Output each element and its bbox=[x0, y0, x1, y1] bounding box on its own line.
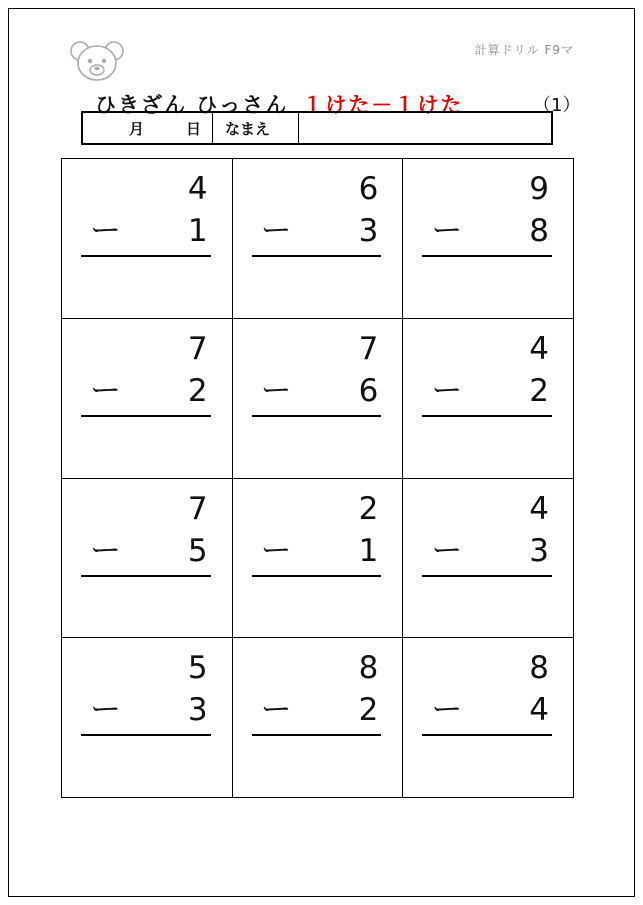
minus-sign: ー bbox=[431, 372, 463, 409]
subtrahend: 1 bbox=[187, 213, 208, 249]
problem-grid bbox=[61, 158, 574, 798]
minuend: 4 bbox=[529, 330, 549, 367]
minuend: 5 bbox=[187, 650, 208, 687]
minus-sign: ー bbox=[90, 372, 121, 409]
answer-line bbox=[81, 734, 211, 736]
subtrahend: 1 bbox=[358, 532, 379, 569]
answer-line bbox=[81, 415, 211, 417]
problem-cell[interactable] bbox=[233, 479, 404, 639]
minus-sign: ー bbox=[90, 692, 121, 729]
answer-line bbox=[422, 415, 552, 417]
answer-line bbox=[252, 415, 382, 417]
answer-line bbox=[422, 734, 552, 736]
subtrahend: 3 bbox=[187, 692, 208, 729]
name-label: なまえ bbox=[213, 113, 299, 143]
answer-line bbox=[422, 575, 552, 577]
problem-cell[interactable] bbox=[62, 159, 233, 319]
minus-sign: ー bbox=[260, 692, 292, 729]
problem-cell[interactable] bbox=[233, 638, 404, 798]
minus-sign: ー bbox=[90, 532, 121, 569]
minuend: 4 bbox=[529, 490, 549, 527]
answer-line bbox=[81, 255, 211, 257]
problem-cell[interactable] bbox=[233, 319, 404, 479]
minuend: 2 bbox=[358, 490, 379, 527]
subtrahend: 3 bbox=[358, 213, 379, 249]
brand-label: 計算ドリル F9マ bbox=[474, 43, 574, 57]
problem-cell[interactable] bbox=[403, 479, 574, 639]
minuend: 8 bbox=[529, 650, 549, 687]
subtrahend: 6 bbox=[358, 372, 379, 409]
minuend: 7 bbox=[187, 490, 208, 527]
minuend: 9 bbox=[529, 171, 549, 207]
answer-line bbox=[422, 255, 552, 257]
minus-sign: ー bbox=[260, 532, 292, 569]
problem-cell[interactable] bbox=[62, 479, 233, 639]
subtrahend: 8 bbox=[529, 213, 549, 249]
subtrahend: 4 bbox=[529, 692, 549, 729]
title-subtitle: １けた－１けた bbox=[302, 93, 464, 117]
minus-sign: ー bbox=[260, 372, 292, 409]
minuend: 4 bbox=[187, 171, 208, 207]
bear-face-icon bbox=[69, 39, 125, 83]
subtrahend: 2 bbox=[529, 372, 549, 409]
month-label: 月 bbox=[129, 119, 145, 138]
answer-line bbox=[252, 575, 382, 577]
name-field[interactable] bbox=[299, 113, 551, 143]
minus-sign: ー bbox=[90, 213, 121, 249]
answer-line bbox=[252, 734, 382, 736]
title-main: ひきざん ひっさん bbox=[95, 93, 289, 117]
answer-line bbox=[81, 575, 211, 577]
problem-cell[interactable] bbox=[233, 159, 404, 319]
minuend: 6 bbox=[358, 171, 379, 207]
date-field[interactable] bbox=[83, 113, 213, 143]
minuend: 7 bbox=[358, 330, 379, 367]
subtrahend: 2 bbox=[187, 372, 208, 409]
minus-sign: ー bbox=[431, 532, 463, 569]
minus-sign: ー bbox=[431, 692, 463, 729]
subtrahend: 5 bbox=[187, 532, 208, 569]
subtrahend: 3 bbox=[529, 532, 549, 569]
problem-cell[interactable] bbox=[403, 319, 574, 479]
problem-cell[interactable] bbox=[403, 159, 574, 319]
answer-line bbox=[252, 255, 382, 257]
problem-cell[interactable] bbox=[62, 638, 233, 798]
subtrahend: 2 bbox=[358, 692, 379, 729]
minus-sign: ー bbox=[260, 213, 292, 249]
name-date-row bbox=[81, 111, 553, 145]
minus-sign: ー bbox=[431, 213, 463, 249]
problem-cell[interactable] bbox=[403, 638, 574, 798]
minuend: 8 bbox=[358, 650, 379, 687]
minuend: 7 bbox=[187, 330, 208, 367]
day-label: 日 bbox=[186, 119, 202, 138]
sheet-number: （1） bbox=[533, 95, 581, 116]
problem-cell[interactable] bbox=[62, 319, 233, 479]
